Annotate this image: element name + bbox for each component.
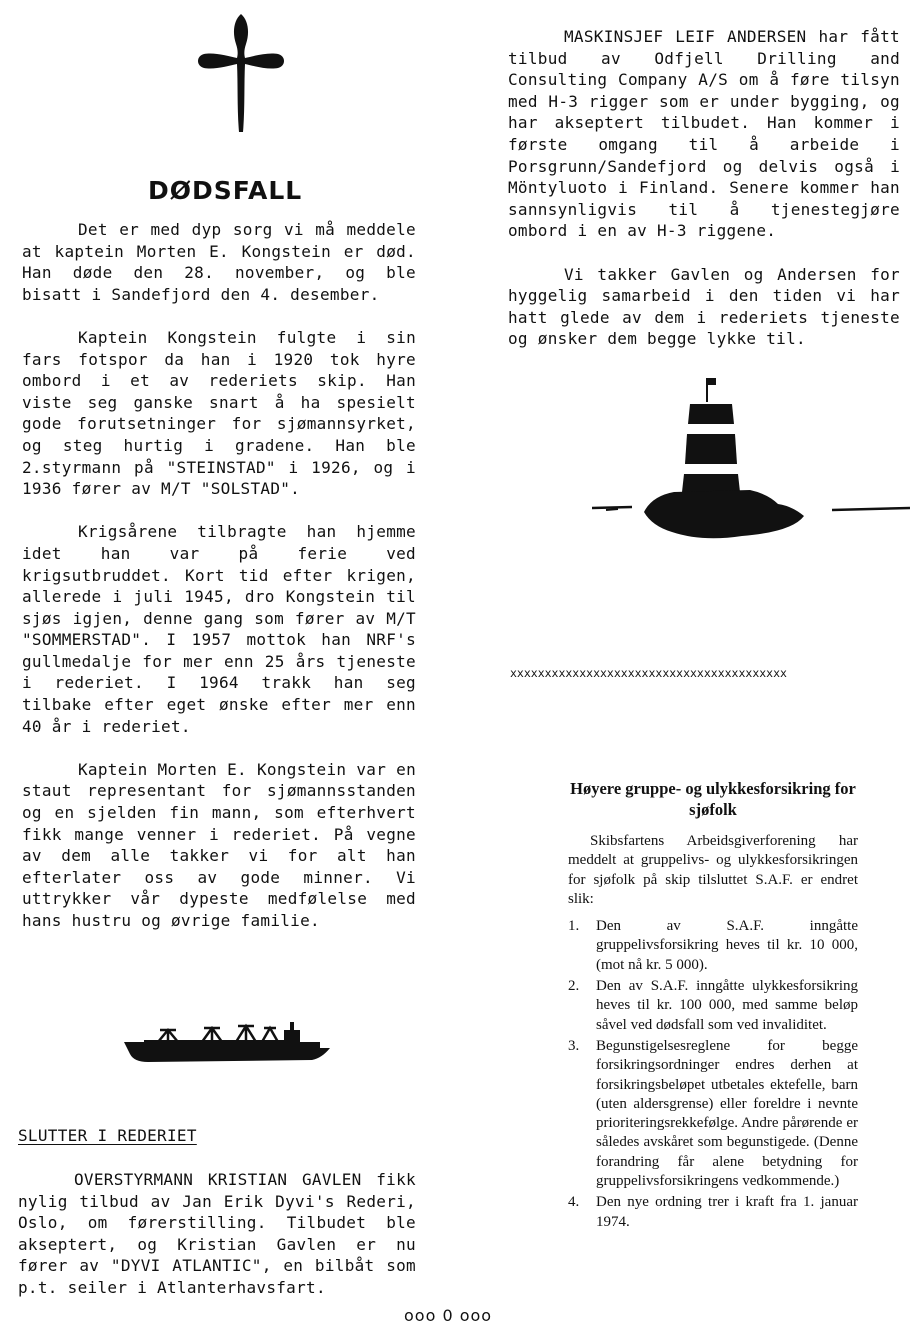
list-item [568,917,858,975]
resignations-right-body [508,26,900,350]
insurance-title: Høyere gruppe- og ulykkesforsikring for sjøfolk [570,779,856,819]
list-item [568,977,858,1035]
list-number: 2. [568,978,580,995]
resignations-left-body [18,1169,416,1299]
cross-icon [196,14,286,134]
section-divider: xxxxxxxxxxxxxxxxxxxxxxxxxxxxxxxxxxxxxxxx [510,666,787,680]
obituary-paragraph: Krigsårene tilbragte han hjemme idet han var på ferie ved krigsutbruddet. Kort tid efter krigen, allerede i juli 1945, dro Kongstein til sjøs igjen, denne gang som fører av M/T "SOMMERSTAD". I 1957 mottok han NRF's gullmedalje for mer enn 25 års tjeneste i rederiet. I 1964 trakk han seg tilbake efter eget ønske efter mer enn 40 år i rederiet. [22,522,416,736]
resignation-paragraph: OVERSTYRMANN KRISTIAN GAVLEN fikk nylig tilbud av Jan Erik Dyvi's Rederi, Oslo, om førerstilling. Tilbudet ble akseptert, og Kristian Gavlen er nu fører av "DYVI ATLANTIC", en bilbåt som p.t. seiler i Atlanterhavsfart. [18,1170,416,1297]
ship-icon [124,1016,330,1064]
list-item [568,1037,858,1191]
list-number: 3. [568,1037,580,1054]
obituary-paragraph: Kaptein Morten E. Kongstein var en staut representant for sjømannsstanden og en sjelden fin mann, som efterhvert fikk mange venner i rederiet. På vegne av dem alle takker vi for alt han efterlater oss av gode minner. Vi uttrykker vår dypeste medfølelse med hans hustru og øvrige familie. [22,759,416,930]
list-item [568,1193,858,1232]
lighthouse-icon [592,372,910,550]
list-text: Den nye ordning trer i kraft fra 1. januar 1974. [596,1194,858,1230]
list-text: Den av S.A.F. inngåtte gruppelivsforsikring heves til kr. 10 000, (mot nå kr. 5 000). [596,918,858,973]
list-number: 4. [568,1194,580,1211]
resignation-paragraph: MASKINSJEF LEIF ANDERSEN har fått tilbud av Odfjell Drilling and Consulting Company A/S om å føre tilsyn med H-3 rigger som er under bygging, og har akseptert tilbudet. Han kommer i første omgang til å arbeide i Porsgrunn/Sandefjord og delvis også i Möntyluoto i Finland. Senere kommer han sannsynligvis til å tjenestegjøre ombord i en av H-3 riggene. [508,27,900,241]
list-number: 1. [568,918,580,935]
insurance-article [568,778,858,1234]
insurance-list [568,917,858,1232]
resignations-heading: SLUTTER I REDERIET [18,1126,197,1145]
list-text: Begunstigelsesreglene for begge forsikringsordninger endres derhen at forsikringsbeløpet utbetales ektefelle, barn (uten aldersgrense) eller foreldre i nevnte prioriteringsrekkefølge. Andre pårørende er således avskåret som begunstigede. (Denne forandring får alene betydning for gruppelivsforsikringens vedkommende.) [596,1037,858,1190]
page-footer: ooo 0 ooo [404,1306,493,1325]
list-text: Den av S.A.F. inngåtte ulykkesforsikring heves til kr. 100 000, med samme beløp såvel ved dødsfall som ved invaliditet. [596,978,858,1033]
obituary-paragraph: Det er med dyp sorg vi må meddele at kaptein Morten E. Kongstein er død. Han døde den 28. november, og ble bisatt i Sandefjord den 4. desember. [22,220,416,304]
thanks-paragraph: Vi takker Gavlen og Andersen for hyggelig samarbeid i den tiden vi har hatt glede av dem i rederiets tjeneste og ønsker dem begge lykke til. [508,264,900,349]
obituary-heading: DØDSFALL [148,176,303,205]
insurance-intro: Skibsfartens Arbeidsgiverforening har meddelt at gruppelivs- og ulykkesforsikringen for sjøfolk på skip tilsluttet S.A.F. er endret slik: [568,833,858,907]
obituary-body [22,219,416,932]
obituary-paragraph: Kaptein Kongstein fulgte i sin fars fotspor da han i 1920 tok hyre ombord i et av rederiets skip. Han viste seg ganske snart å ha spesielt gode forutsetninger for sjømannsyrket, og steg hurtig i gradene. Han ble 2.styrmann på "STEINSTAD" i 1926, og i 1936 fører av M/T "SOLSTAD". [22,327,416,499]
